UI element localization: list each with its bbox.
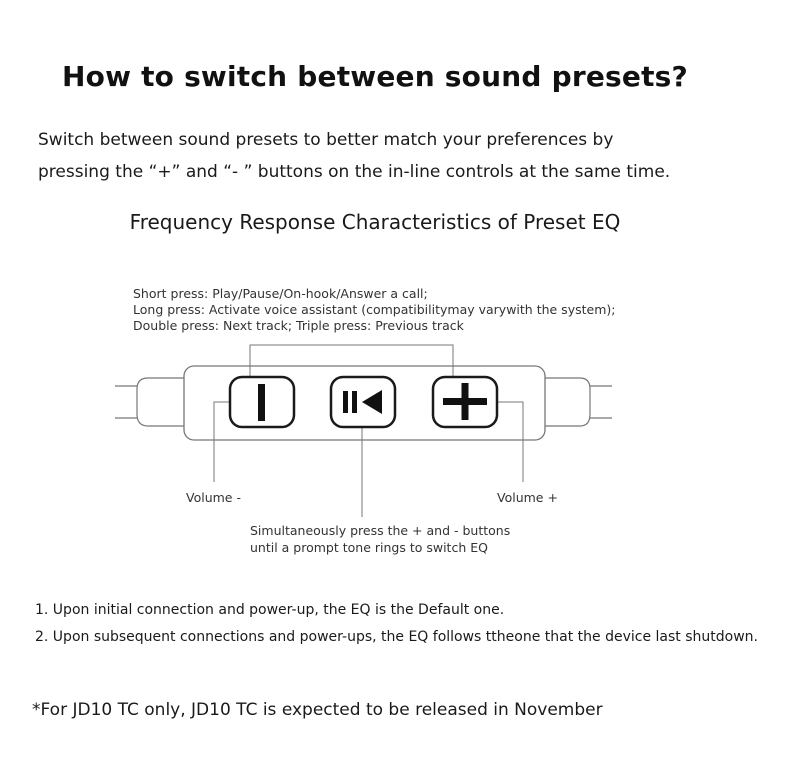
simultaneous-press-label-2: until a prompt tone rings to switch EQ	[250, 540, 488, 555]
right-cable	[545, 378, 612, 426]
double-press-label: Double press: Next track; Triple press: Previous track	[133, 318, 464, 333]
section-subtitle: Frequency Response Characteristics of Preset EQ	[129, 210, 621, 234]
volume-plus-label: Volume +	[497, 490, 558, 505]
plus-button[interactable]	[433, 377, 497, 427]
long-press-label: Long press: Activate voice assistant (compatibilitymay varywith the system);	[133, 302, 616, 317]
short-press-label: Short press: Play/Pause/On-hook/Answer a call;	[133, 286, 428, 301]
volume-minus-label: Volume -	[186, 490, 241, 505]
footnote: *For JD10 TC only, JD10 TC is expected to be released in November	[32, 700, 603, 720]
minus-button[interactable]	[230, 377, 294, 427]
simultaneous-press-label-1: Simultaneously press the + and - buttons	[250, 523, 511, 538]
callout-lines	[214, 345, 523, 517]
intro-line-1: Switch between sound presets to better match your preferences by	[38, 130, 614, 150]
intro-line-2: pressing the “+” and “- ” buttons on the in-line controls at the same time.	[38, 162, 671, 182]
note-2: 2. Upon subsequent connections and power-ups, the EQ follows ttheone that the device last shutdown.	[35, 629, 758, 645]
note-1: 1. Upon initial connection and power-up, the EQ is the Default one.	[35, 602, 505, 618]
minus-icon	[258, 384, 265, 421]
left-cable	[115, 378, 184, 426]
play-previous-button[interactable]	[331, 377, 395, 427]
page-title: How to switch between sound presets?	[62, 60, 688, 93]
